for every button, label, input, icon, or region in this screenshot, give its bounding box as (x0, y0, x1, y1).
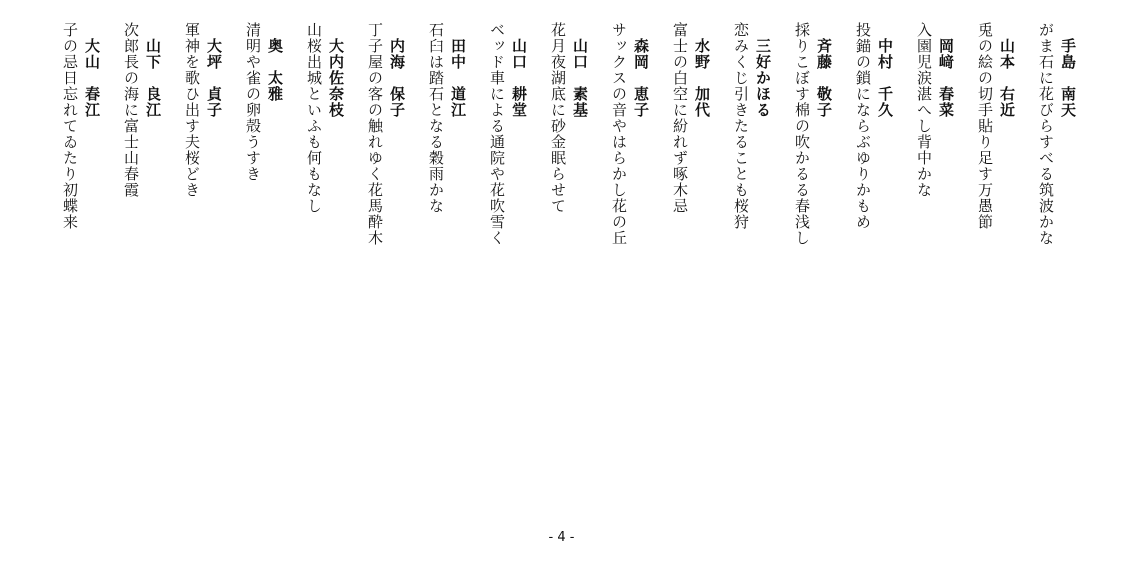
poem-entry (181, 22, 225, 522)
poem-entry (974, 22, 1018, 522)
poem-author: 三好かほる (754, 38, 772, 118)
poem-entry (608, 22, 652, 522)
poem-author: 奥 太雅 (266, 38, 284, 102)
poem-text: 石臼は踏石となる穀雨かな (427, 22, 445, 214)
poem-text: 子の忌日忘れてゐたり初蝶来 (61, 22, 79, 230)
poem-author: 斉藤 敬子 (815, 38, 833, 118)
poem-text: 清明や雀の卵殻うすき (244, 22, 262, 182)
poem-entry (730, 22, 774, 522)
poem-author: 内海 保子 (388, 38, 406, 118)
poem-text: がま石に花びらすべる筑波かな (1037, 22, 1055, 246)
poem-entry (852, 22, 896, 522)
poem-text: ベッド車による通院や花吹雪く (488, 22, 506, 246)
poem-author: 山口 耕堂 (510, 38, 528, 118)
poem-text: 兎の絵の切手貼り足す万愚節 (976, 22, 994, 230)
poem-entry (486, 22, 530, 522)
poem-author: 森岡 恵子 (632, 38, 650, 118)
poem-entry (547, 22, 591, 522)
haiku-list (42, 22, 1079, 522)
poem-entry (303, 22, 347, 522)
page-number: - 4 - (548, 530, 575, 545)
poem-author: 田中 道江 (449, 38, 467, 118)
poem-entry (425, 22, 469, 522)
poem-text: サックスの音やはらかし花の丘 (610, 22, 628, 246)
poem-author: 中村 千久 (876, 38, 894, 118)
poem-author: 大山 春江 (83, 38, 101, 118)
poem-text: 丁子屋の客の触れゆく花馬酔木 (366, 22, 384, 246)
poem-author: 大内佐奈枝 (327, 38, 345, 118)
poem-entry (242, 22, 286, 522)
poem-entry (120, 22, 164, 522)
poem-entry (913, 22, 957, 522)
poem-author: 大坪 貞子 (205, 38, 223, 118)
poem-author: 岡﨑 春菜 (937, 38, 955, 118)
poem-text: 富士の白空に紛れず啄木忌 (671, 22, 689, 214)
poem-text: 次郎長の海に富士山春霞 (122, 22, 140, 198)
poem-text: 山桜出城といふも何もなし (305, 22, 323, 214)
poem-text: 採りこぼす棉の吹かるる春浅し (793, 22, 811, 246)
poem-entry (791, 22, 835, 522)
poem-text: 投錨の鎖にならぶゆりかもめ (854, 22, 872, 230)
poem-text: 入園児涙湛へし背中かな (915, 22, 933, 198)
poem-author: 山下 良江 (144, 38, 162, 118)
poem-entry (1035, 22, 1079, 522)
poem-text: 花月夜湖底に砂金眠らせて (549, 22, 567, 214)
poem-author: 水野 加代 (693, 38, 711, 118)
poem-author: 山本 右近 (998, 38, 1016, 118)
poem-entry (669, 22, 713, 522)
poem-text: 軍神を歌ひ出す夫桜どき (183, 22, 201, 198)
poem-entry (59, 22, 103, 522)
poem-text: 恋みくじ引きたることも桜狩 (732, 22, 750, 230)
poem-author: 山口 素基 (571, 38, 589, 118)
poem-author: 手島 南天 (1059, 38, 1077, 118)
poem-entry (364, 22, 408, 522)
